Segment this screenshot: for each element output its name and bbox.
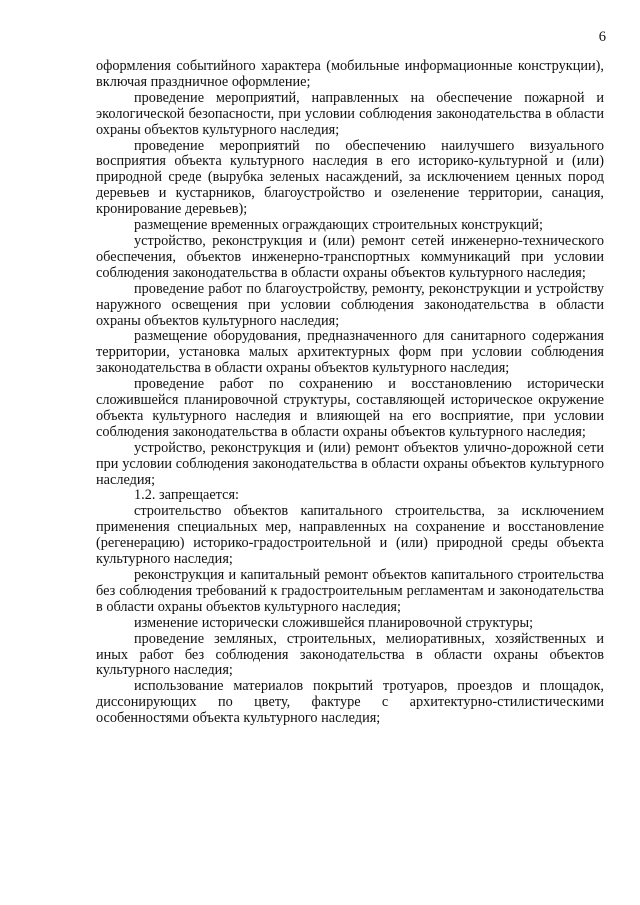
- paragraph: проведение работ по сохранению и восстановлению исторически сложившейся планировочной структуры, составляющей историческое окружение объекта культурного наследия и влияющей на его восприятие, при условии соблюдения законодательства в области охраны объектов культурного наследия;: [96, 376, 604, 440]
- page-number: 6: [598, 29, 606, 45]
- paragraph: проведение мероприятий, направленных на обеспечение пожарной и экологической безопасности, при условии соблюдения законодательства в области охраны объектов культурного наследия;: [96, 89, 604, 138]
- paragraph: реконструкция и капитальный ремонт объектов капитального строительства без соблюдения требований к градостроительным регламентам и законодательства в области охраны объектов культурного наследия;: [96, 567, 604, 615]
- paragraph: использование материалов покрытий тротуаров, проездов и площадок, диссонирующих по цвету, фактуре с архитектурно-стилистическими особенностями объекта культурного наследия;: [96, 678, 604, 727]
- paragraph: проведение работ по благоустройству, ремонту, реконструкции и устройству наружного освещения при условии соблюдения законодательства в области охраны объектов культурного наследия;: [96, 280, 604, 329]
- paragraph: размещение оборудования, предназначенного для санитарного содержания территории, установка малых архитектурных форм при условии соблюдения законодательства в области охраны объектов культурного наследия;: [96, 328, 604, 377]
- section-heading: 1.2. запрещается:: [134, 487, 239, 504]
- paragraph: устройство, реконструкция и (или) ремонт сетей инженерно-технического обеспечения, объектов инженерно-транспортных коммуникаций при условии соблюдения законодательства в области охраны объектов культурного наследия;: [96, 232, 604, 281]
- paragraph: проведение мероприятий по обеспечению наилучшего визуального восприятия объекта культурного наследия в его историко-культурной и (или) природной среде (вырубка зеленых насаждений, за исключением ценных пород деревьев и кустарников, благоустройство и озеленение территории, санация, кронирование деревьев);: [96, 137, 604, 218]
- paragraph: проведение земляных, строительных, мелиоративных, хозяйственных и иных работ без соблюдения законодательства в области охраны объектов культурного наследия;: [96, 630, 604, 679]
- paragraph: размещение временных ограждающих строительных конструкций;: [134, 217, 543, 234]
- document-body: [96, 59, 604, 727]
- paragraph: изменение исторически сложившейся планировочной структуры;: [134, 614, 534, 631]
- paragraph-continuation: оформления событийного характера (мобильные информационные конструкции), включая праздничное оформление;: [96, 58, 604, 90]
- paragraph: строительство объектов капитального строительства, за исключением применения специальных мер, направленных на сохранение и восстановление (регенерацию) историко-градостроительной и (или) природной среды объекта культурного наследия;: [96, 503, 604, 568]
- paragraph: устройство, реконструкция и (или) ремонт объектов улично-дорожной сети при условии соблюдения законодательства в области охраны объектов культурного наследия;: [96, 439, 604, 488]
